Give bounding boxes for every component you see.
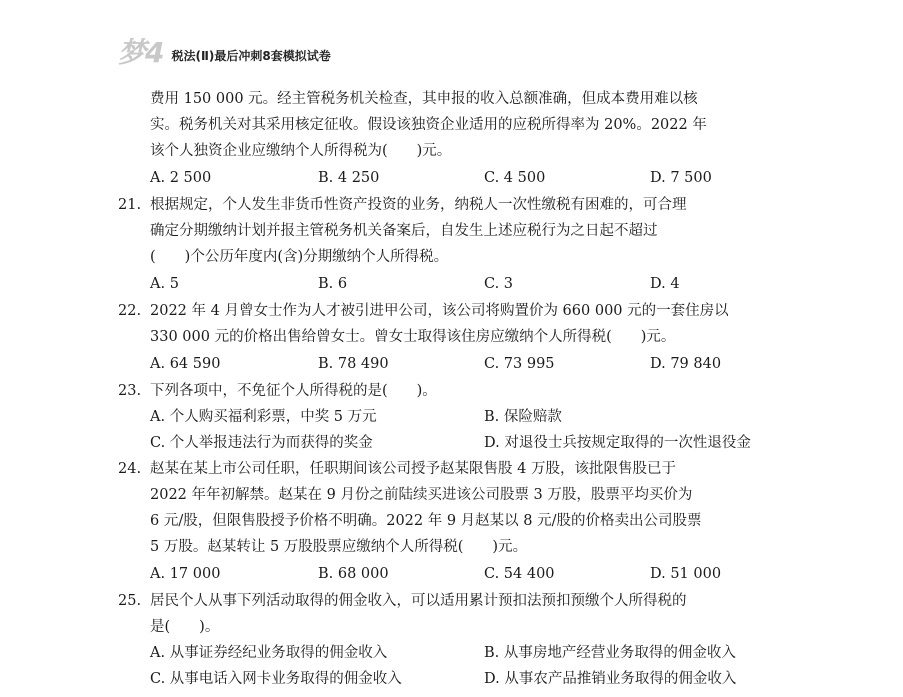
question-text-line: 2022 年年初解禁。赵某在 9 月份之前陆续买进该公司股票 3 万股，股票平均买价为 — [150, 487, 693, 503]
question-text-line: 居民个人从事下列活动取得的佣金收入，可以适用累计预扣法预扣预缴个人所得税的 — [150, 593, 687, 609]
option-c: C. 从事电话入网卡业务取得的佣金收入 — [150, 671, 402, 687]
question-text-line: 赵某在某上市公司任职，任职期间该公司授予赵某限售股 4 万股，该批限售股已于 — [150, 461, 676, 477]
question-21 — [118, 192, 798, 298]
question-text-line: ( )个公历年度内(含)分期缴纳个人所得税。 — [150, 249, 449, 265]
option-d: D. 7 500 — [650, 170, 712, 186]
question-25 — [118, 588, 798, 692]
question-text-line: 5 万股。赵某转让 5 万股股票应缴纳个人所得税( )元。 — [150, 539, 528, 555]
question-number: 23. — [118, 383, 142, 399]
option-c: C. 4 500 — [484, 170, 546, 186]
option-d: D. 79 840 — [650, 356, 722, 372]
option-d: D. 从事农产品推销业务取得的佣金收入 — [484, 671, 737, 687]
option-c: C. 73 995 — [484, 356, 555, 372]
option-b: B. 78 490 — [318, 356, 389, 372]
question-number: 22. — [118, 303, 142, 319]
question-text-line: 该个人独资企业应缴纳个人所得税为( )元。 — [150, 143, 452, 159]
options-row — [118, 666, 798, 692]
options-row — [118, 270, 798, 298]
option-b: B. 保险赔款 — [484, 409, 562, 425]
options-row — [118, 404, 798, 430]
option-a: A. 2 500 — [150, 170, 212, 186]
question-text-line: 330 000 元的价格出售给曾女士。曾女士取得该住房应缴纳个人所得税( )元。 — [150, 329, 676, 345]
question-number: 25. — [118, 593, 142, 609]
question-22 — [118, 298, 798, 378]
question-text-line: 费用 150 000 元。经主管税务机关检查，其申报的收入总额准确，但成本费用难以核 — [150, 91, 698, 107]
option-a: A. 5 — [150, 276, 179, 292]
question-text-line: 下列各项中，不免征个人所得税的是( )。 — [150, 383, 437, 399]
option-d: D. 4 — [650, 276, 680, 292]
exam-content — [118, 86, 798, 692]
question-23 — [118, 378, 798, 456]
option-d: D. 51 000 — [650, 566, 722, 582]
question-24 — [118, 456, 798, 588]
question-text-line: 确定分期缴纳计划并报主管税务机关备案后，自发生上述应税行为之日起不超过 — [150, 223, 658, 239]
option-b: B. 4 250 — [318, 170, 380, 186]
book-title: 税法(Ⅱ)最后冲刺8套模拟试卷 — [171, 49, 331, 63]
option-b: B. 6 — [318, 276, 348, 292]
question-text-line: 实。税务机关对其采用核定征收。假设该独资企业适用的应税所得率为 20%。2022 年 — [150, 117, 707, 133]
question-20 — [118, 86, 798, 192]
options-row — [118, 430, 798, 456]
option-c: C. 个人举报违法行为而获得的奖金 — [150, 435, 373, 451]
option-a: A. 64 590 — [150, 356, 221, 372]
option-a: A. 从事证券经纪业务取得的佣金收入 — [150, 645, 388, 661]
question-text-line: 6 元/股，但限售股授予价格不明确。2022 年 9 月赵某以 8 元/股的价格卖出公司股票 — [150, 513, 702, 529]
question-text-line: 根据规定，个人发生非货币性资产投资的业务，纳税人一次性缴税有困难的，可合理 — [150, 197, 687, 213]
question-text-line: 是( )。 — [150, 619, 220, 635]
options-row — [118, 350, 798, 378]
option-a: A. 17 000 — [150, 566, 221, 582]
options-row — [118, 640, 798, 666]
option-d: D. 对退役士兵按规定取得的一次性退役金 — [484, 435, 751, 451]
brand-logo: 梦4 — [118, 36, 164, 69]
page-header — [118, 30, 331, 70]
question-text-line: 2022 年 4 月曾女士作为人才被引进甲公司，该公司将购置价为 660 000 元的一套住房以 — [150, 303, 729, 319]
option-c: C. 3 — [484, 276, 514, 292]
option-b: B. 从事房地产经营业务取得的佣金收入 — [484, 645, 736, 661]
question-number: 24. — [118, 461, 142, 477]
options-row — [118, 164, 798, 192]
option-b: B. 68 000 — [318, 566, 389, 582]
options-row — [118, 560, 798, 588]
question-number: 21. — [118, 197, 142, 213]
option-a: A. 个人购买福利彩票，中奖 5 万元 — [150, 409, 377, 425]
option-c: C. 54 400 — [484, 566, 555, 582]
